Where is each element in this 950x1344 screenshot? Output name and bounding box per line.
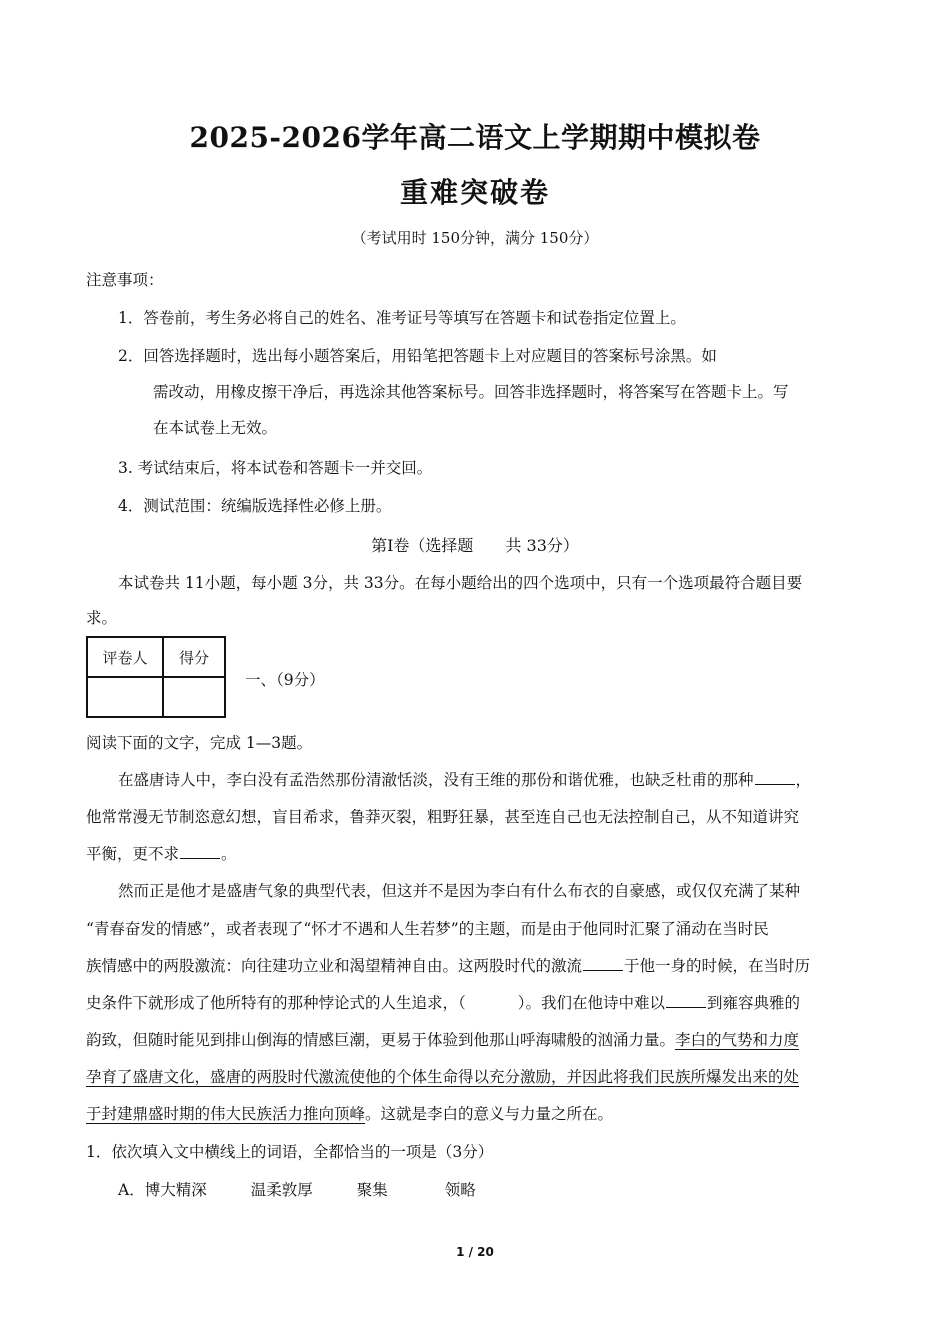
score-table-header-score: 得分 xyxy=(163,637,225,677)
passage-text: ， xyxy=(795,771,812,789)
passage-text: 到雍容典雅的 xyxy=(707,994,801,1012)
option-a-label: A． xyxy=(118,1181,145,1199)
score-table-header-grader: 评卷人 xyxy=(87,637,163,677)
page-subtitle: 重难突破卷 xyxy=(399,176,550,209)
passage-line xyxy=(86,991,800,1013)
section-1-intro-line-1: 本试卷共 11小题，每小题 3分，共 33分。在每小题给出的四个选项中，只有一个选项最符合题目要 xyxy=(118,574,803,592)
section-1-intro-line-2: 求。 xyxy=(86,609,118,627)
fill-blank-4 xyxy=(666,993,706,1008)
underlined-sentence: 李白的气势和力度 xyxy=(675,1031,800,1049)
passage-line: “青春奋发的情感”，或者表现了“怀才不遇和人生若梦”的主题，而是由于他同时汇聚了涌动在当时民 xyxy=(86,920,769,938)
passage-line xyxy=(86,954,810,976)
passage-line xyxy=(118,768,811,790)
page-title: 2025-2026学年高二语文上学期期中模拟卷 xyxy=(189,121,761,154)
score-table-score-cell xyxy=(163,677,225,717)
note-item-2-line-3: 在本试卷上无效。 xyxy=(153,419,278,437)
note-item-4: 4．测试范围：统编版选择性必修上册。 xyxy=(118,497,392,515)
option-a-word-4: 领略 xyxy=(444,1181,476,1199)
note-item-2-line-2: 需改动，用橡皮擦干净后，再选涂其他答案标号。回答非选择题时，将答案写在答题卡上。写 xyxy=(153,383,789,401)
fill-blank-3 xyxy=(583,956,623,971)
score-table xyxy=(86,636,226,718)
option-a-word-3: 聚集 xyxy=(356,1181,388,1199)
passage-text: 。这就是李白的意义与力量之所在。 xyxy=(365,1105,614,1123)
note-item-1: 1．答卷前，考生务必将自己的姓名、准考证号等填写在答题卡和试卷指定位置上。 xyxy=(118,309,686,327)
notes-heading: 注意事项： xyxy=(86,271,164,289)
passage-text: 于他一身的时候，在当时历 xyxy=(624,957,811,975)
passage-text: 韵致，但随时能见到排山倒海的情感巨潮，更易于体验到他那山呼海啸般的汹涌力量。 xyxy=(86,1031,676,1049)
question-1-option-a xyxy=(118,1178,476,1200)
underlined-sentence: 孕育了盛唐文化，盛唐的两股时代激流使他的个体生命得以充分激励，并因此将我们民族所爆发出来的处 xyxy=(86,1068,800,1086)
exam-info: （考试用时 150分钟，满分 150分） xyxy=(351,229,599,247)
page-number: 1 / 20 xyxy=(456,1245,494,1259)
note-item-2-line-1: 2．回答选择题时，选出每小题答案后，用铅笔把答题卡上对应题目的答案标号涂黑。如 xyxy=(118,347,717,365)
passage-text: ）。我们在他诗中难以 xyxy=(517,994,666,1012)
passage-text: 族情感中的两股激流：向往建功立业和渴望精神自由。这两股时代的激流 xyxy=(86,957,583,975)
underlined-sentence: 于封建鼎盛时期的伟大民族活力推向顶峰 xyxy=(86,1105,366,1123)
score-table-grader-cell xyxy=(87,677,163,717)
passage-line: 他常常漫无节制恣意幻想，盲目希求，鲁莽灭裂，粗野狂暴，甚至连自己也无法控制自己，从不知道讲究 xyxy=(86,808,800,826)
note-item-3: 3. 考试结束后，将本试卷和答题卡一并交回。 xyxy=(118,459,433,477)
fill-blank-1 xyxy=(755,770,795,785)
passage-text: 在盛唐诗人中，李白没有孟浩然那份清澈恬淡，没有王维的那份和谐优雅，也缺乏杜甫的那种 xyxy=(118,771,754,789)
passage-text: 史条件下就形成了他所特有的那种悖论式的人生追求，（ xyxy=(86,994,466,1012)
passage-line xyxy=(86,842,237,864)
passage-text: 平衡，更不求 xyxy=(86,845,180,863)
question-1-stem: 1．依次填入文中横线上的词语，全都恰当的一项是（3分） xyxy=(86,1143,494,1161)
passage-text: 。 xyxy=(221,845,237,863)
passage-line: 然而正是他才是盛唐气象的典型代表，但这并不是因为李白有什么布衣的自豪感，或仅仅充满了某种 xyxy=(118,882,801,900)
passage-line xyxy=(86,1102,613,1124)
option-a-word-1: 博大精深 xyxy=(144,1181,207,1199)
reading-instruction: 阅读下面的文字，完成 1—3题。 xyxy=(86,734,313,752)
section-1-heading: 第Ⅰ卷（选择题 共 33分） xyxy=(371,536,579,555)
part-1-label: 一、（9分） xyxy=(245,671,325,689)
passage-line xyxy=(86,1028,799,1050)
option-a-word-2: 温柔敦厚 xyxy=(250,1181,313,1199)
fill-blank-2 xyxy=(180,844,220,859)
